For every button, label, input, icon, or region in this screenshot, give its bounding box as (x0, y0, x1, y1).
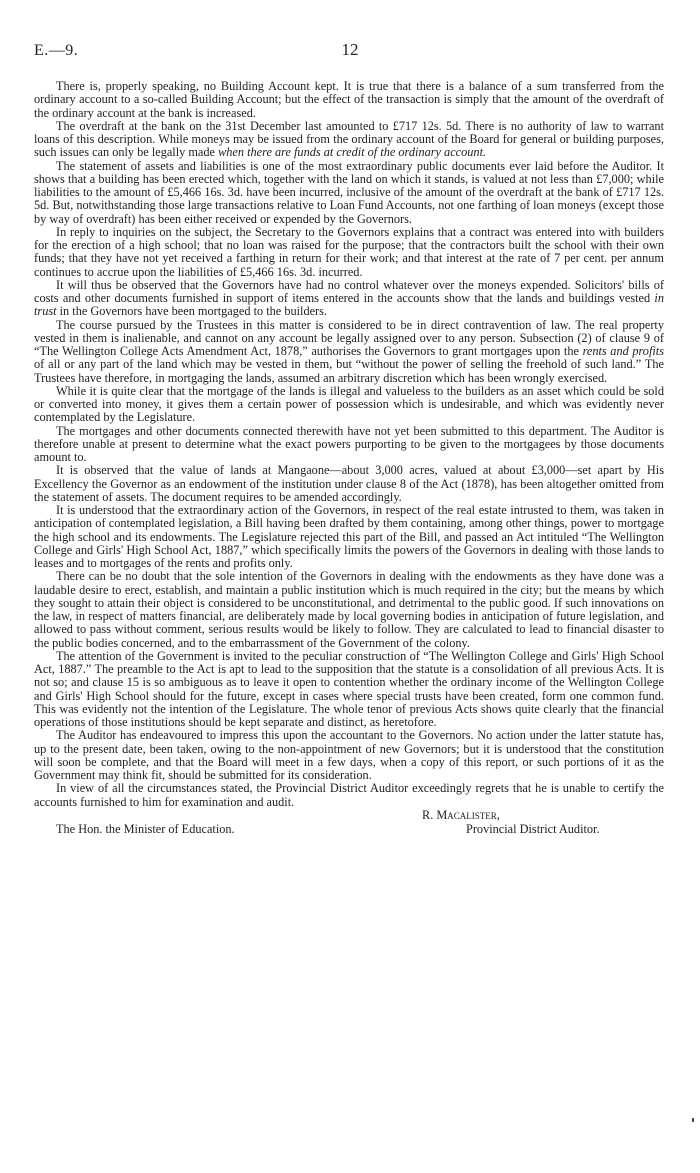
document-reference: E.—9. (34, 42, 79, 59)
paragraph: The Auditor has endeavoured to impress this upon the accountant to the Governors. No action under the latter statute has, up to the present date, been taken, owing to the non-appointment of new Governors; but it is understood that the constitution will soon be complete, and that the Board will meet in a few days, when a copy of this report, or such portions of it as the Government may think fit, should be submitted for its consideration. (34, 728, 664, 782)
paragraph: It is observed that the value of lands at Mangaone—about 3,000 acres, valued at about £3,000—set apart by His Excellency the Governor as an endowment of the institution under clause 8 of the Act (1878), has been altogether omitted from the statement of assets. The document requires to be amended accordingly. (34, 463, 664, 504)
paragraph: It will thus be observed that the Governors have had no control whatever over the moneys expended. Solicitors' bills of costs and other documents furnished in support of items entered in the accounts show that the lands and buildings vested in trust in the Governors have been mortgaged to the builders. (34, 277, 664, 319)
closing-line (34, 823, 664, 838)
paragraph: In reply to inquiries on the subject, the Secretary to the Governors explains that a contract was entered into with builders for the erection of a high school; that no loan was raised for the purpose; that the contractors built the school with their own funds; that they have not yet received a farthing in return for their work; and that interest at the rate of 7 per cent. per annum continues to accrue upon the liabilities of £5,466 16s. 3d. incurred. (34, 224, 664, 279)
emphasis-text: in trust (34, 291, 664, 319)
paragraph: There is, properly speaking, no Building Account kept. It is true that there is a balance of a sum transferred from the ordinary account to a so-called Building Account; but the effect of the transaction is simply that the amount of the overdraft of the ordinary account at the bank is increased. (34, 79, 664, 120)
running-head (34, 40, 666, 64)
paragraph: The overdraft at the bank on the 31st December last amounted to £717 12s. 5d. There is no authority of law to warrant loans of this description. While moneys may be issued from the ordinary account of the Board for general or building purposes, such issues can only be legally made when there are funds at credit of the ordinary account. (34, 118, 664, 160)
paragraph: The course pursued by the Trustees in this matter is considered to be in direct contravention of law. The real property vested in them is inalienable, and cannot on any account be legally assigned over to any person. Subsection (2) of clause 9 of “The Wellington College Acts Amendment Act, 1878,” authorises the Governors to grant mortgages upon the rents and profits of all or any part of the land which may be vested in them, but “without the power of selling the freehold of such land.” The Trustees have therefore, in mortgaging the lands, assumed an arbitrary discretion which has been wrongly exercised. (34, 317, 664, 385)
emphasis-text: when there are funds at credit of the ordinary account. (218, 145, 487, 160)
emphasis-text: rents and profits (582, 344, 664, 358)
margin-mark (692, 1118, 694, 1122)
paragraph: The mortgages and other documents connected therewith have not yet been submitted to this department. The Auditor is therefore unable at present to determine what the exact powers purporting to be given to the mortgagees by those documents amount to. (34, 423, 664, 464)
paragraph: In view of all the circumstances stated, the Provincial District Auditor exceedingly regrets that he is unable to certify the accounts furnished to him for examination and audit. (34, 781, 664, 809)
page-number: 12 (341, 40, 359, 59)
paragraph: It is understood that the extraordinary action of the Governors, in respect of the real estate intrusted to them, was taken in anticipation of contemplated legislation, a Bill having been drafted by them containing, among other things, power to mortgage the high school and its endowments. The Legislature rejected this part of the Bill, and passed an Act intituled “The Wellington College and Girls' High School Act, 1887,” which specifically limits the powers of the Governors in dealing with those lands to leases and to mortgages of the rents and profits only. (34, 503, 664, 570)
paragraph: The attention of the Government is invited to the peculiar construction of “The Wellington College and Girls' High School Act, 1887.” The preamble to the Act is apt to lead to the supposition that the statute is a consolidation of all previous Acts. It is not so; and clause 15 is so ambiguous as to leave it open to contention whether the ordinary income of the Wellington College and Girls' High School should for the future, except in cases where special trusts have been created, form one common fund. This was evidently not the intention of the Legislature. The whole tenor of previous Acts shows quite clearly that the financial operations of those institutions should be kept separate and distinct, as heretofore. (34, 648, 664, 729)
signature-name: R. Macalister, (422, 807, 500, 822)
paragraph: The statement of assets and liabilities is one of the most extraordinary public documents ever laid before the Auditor. It shows that a building has been erected which, together with the land on which it stands, is valued at not less than £7,000; while liabilities to the amount of £5,466 16s. 3d. have been incurred, inclusive of the amount of the overdraft at the bank of £717 12s. 5d. But, notwithstanding those large transactions relative to Loan Fund Accounts, not one farthing of loan moneys (except those by way of overdraft) has been either received or expended by the Governors. (34, 158, 664, 226)
addressee: The Hon. the Minister of Education. (56, 822, 235, 836)
paragraph: While it is quite clear that the mortgage of the lands is illegal and valueless to the builders as an asset which could be sold or converted into money, it gives them a certain power of possession which is undesirable, and which was evidently never contemplated by the Legislature. (34, 383, 664, 425)
report-body (34, 80, 664, 838)
signature-title: Provincial District Auditor. (466, 822, 600, 836)
paragraph: There can be no doubt that the sole intention of the Governors in dealing with the endowments as they have done was a laudable desire to erect, establish, and maintain a public institution which is much required in the city; but the means by which they sought to attain their object is considered to be unconstitutional, and detrimental to the public good. If such innovations on the law, in respect of matters financial, are deliberately made by local governing bodies in anticipation of future legislation, and allowed to pass without comment, serious results would be likely to follow. They are calculated to lead to financial disaster to the public bodies concerned, and to the embarrassment of the Government of the colony. (34, 569, 664, 650)
